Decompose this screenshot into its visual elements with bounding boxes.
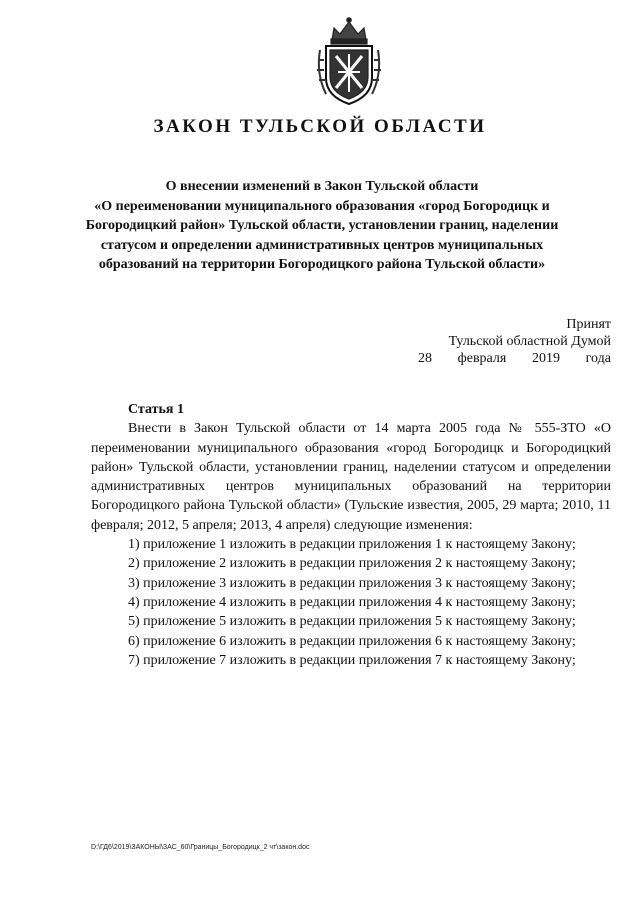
subject-line: Богородицкий район» Тульской области, установлении границ, наделении <box>85 218 559 233</box>
article-item: 2) приложение 2 изложить в редакции приложения 2 к настоящему Закону; <box>128 556 576 572</box>
law-title: ЗАКОН ТУЛЬСКОЙ ОБЛАСТИ <box>153 116 487 137</box>
adoption-block <box>418 316 611 367</box>
article-item: 4) приложение 4 изложить в редакции приложения 4 к настоящему Закону; <box>128 594 576 610</box>
article-intro: Внести в Закон Тульской области от 14 марта 2005 года № 555-ЗТО «О переименовании муниципального образования «город Богородицк и Богородицкий район» Тульской области, установлении границ, наделении статусом и определении административных центров муниципальных образований на территории Богородицкого района Тульской области» (Тульские известия, 2005, 29 марта; 2010, 11 февраля; 2012, 5 апреля; 2013, 4 апреля) следующие изменения: <box>91 421 611 533</box>
article-item: 5) приложение 5 изложить в редакции приложения 5 к настоящему Закону; <box>128 614 576 630</box>
article-item: 1) приложение 1 изложить в редакции приложения 1 к настоящему Закону; <box>128 537 576 553</box>
article-body <box>91 400 611 670</box>
article-item: 6) приложение 6 изложить в редакции приложения 6 к настоящему Закону; <box>128 633 576 649</box>
adoption-month: февраля <box>457 351 507 366</box>
coat-of-arms-emblem <box>312 16 386 110</box>
subject-line: образований на территории Богородицкого района Тульской области» <box>98 257 546 272</box>
adoption-label: Принят <box>566 317 611 332</box>
file-path-footer: D:\ГД6\2019\ЗАКОНЫ\ЗАС_60\Границы_Богородицк_2 чт\закон.doc <box>91 844 310 851</box>
law-subject <box>82 177 562 275</box>
adoption-date <box>418 350 611 367</box>
subject-line: «О переименовании муниципального образования «город Богородицк и <box>94 198 550 214</box>
adoption-year: 2019 <box>531 351 560 366</box>
article-item: 7) приложение 7 изложить в редакции приложения 7 к настоящему Закону; <box>128 652 576 668</box>
article-heading: Статья 1 <box>128 402 184 417</box>
adoption-body: Тульской областной Думой <box>448 334 611 349</box>
subject-line: О внесении изменений в Закон Тульской области <box>165 179 479 194</box>
adoption-day: 28 <box>418 351 432 366</box>
subject-line: статусом и определении административных центров муниципальных <box>100 237 544 253</box>
adoption-year-word: года <box>585 351 611 366</box>
article-item: 3) приложение 3 изложить в редакции приложения 3 к настоящему Закону; <box>128 575 576 591</box>
